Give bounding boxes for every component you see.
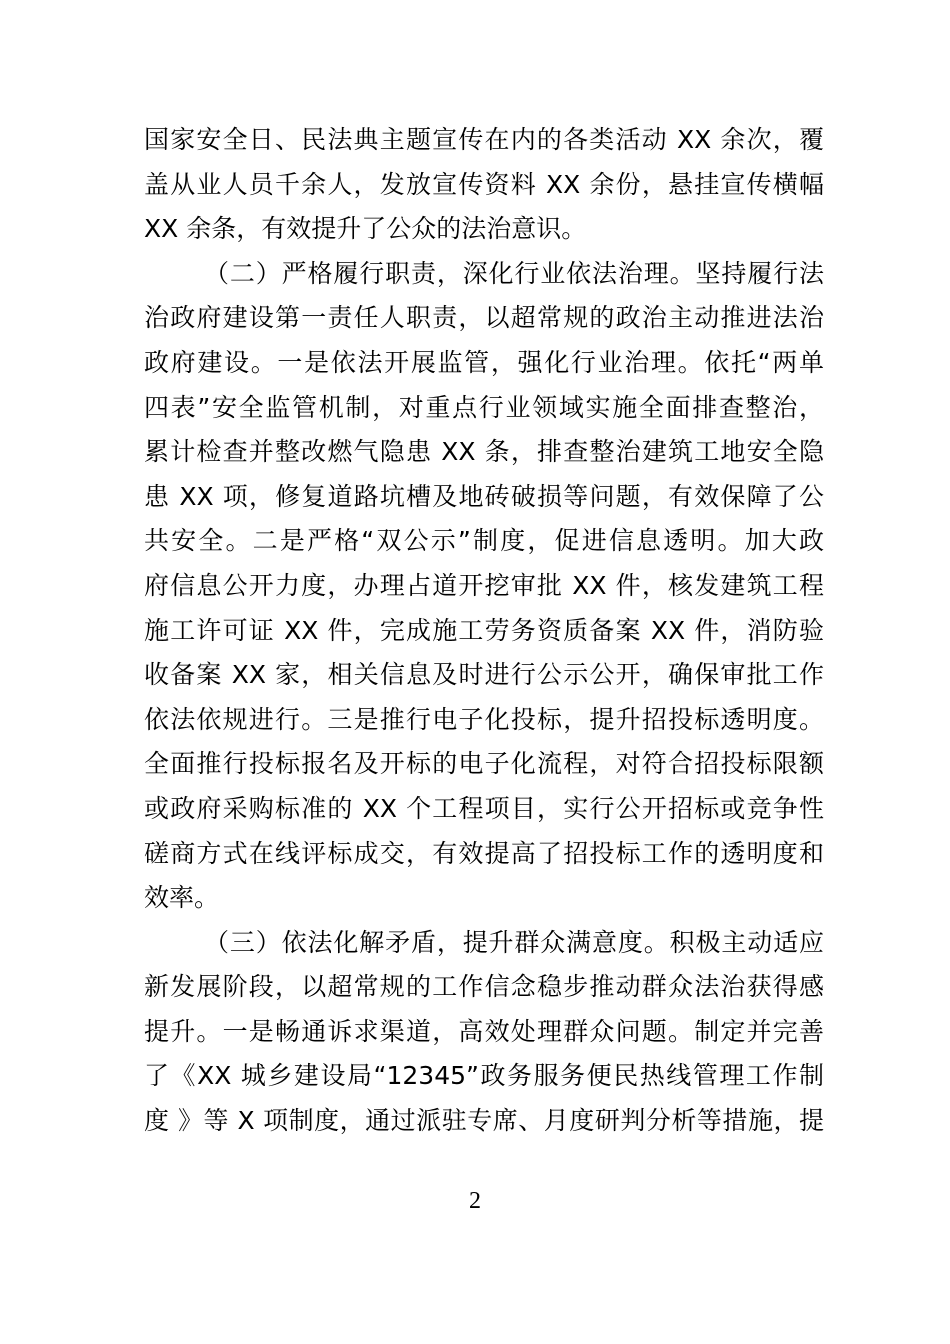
text-line: 治政府建设第一责任人职责，以超常规的政治主动推进法治 (144, 303, 824, 333)
text-line: 四表”安全监管机制，对重点行业领域实施全面排查整治， (144, 392, 824, 422)
text-line: 盖从业人员千余人，发放宣传资料 XX 余份，悬挂宣传横幅 (144, 169, 824, 199)
page-number: 2 (469, 1188, 481, 1214)
text-line: 了《XX 城乡建设局“12345”政务服务便民热线管理工作制 (144, 1061, 824, 1091)
text-line: 府信息公开力度，办理占道开挖审批 XX 件，核发建筑工程 (144, 570, 824, 600)
text-line: 国家安全日、民法典主题宣传在内的各类活动 XX 余次，覆 (144, 125, 824, 154)
section-heading-line: （二）严格履行职责，深化行业依法治理。坚持履行法 (204, 258, 824, 288)
text-line: 依法依规进行。三是推行电子化投标，提升招投标透明度。 (144, 704, 824, 734)
text-line: 政府建设。一是依法开展监管，强化行业治理。依托“两单 (144, 347, 824, 377)
text-line: 效率。 (144, 883, 220, 913)
text-line: 收备案 XX 家，相关信息及时进行公示公开，确保审批工作 (144, 660, 824, 690)
text-line: 新发展阶段，以超常规的工作信念稳步推动群众法治获得感 (144, 972, 824, 1002)
text-line: XX 余条，有效提升了公众的法治意识。 (144, 214, 587, 244)
text-line: 患 XX 项，修复道路坑槽及地砖破损等问题，有效保障了公 (144, 481, 824, 511)
text-line: 度 》等 X 项制度，通过派驻专席、月度研判分析等措施，提 (144, 1106, 824, 1136)
section-heading-line: （三）依法化解矛盾，提升群众满意度。积极主动适应 (204, 927, 824, 957)
text-line: 共安全。二是严格“双公示”制度，促进信息透明。加大政 (144, 526, 824, 556)
text-line: 累计检查并整改燃气隐患 XX 条，排查整治建筑工地安全隐 (144, 437, 824, 467)
text-line: 施工许可证 XX 件，完成施工劳务资质备案 XX 件，消防验 (144, 615, 824, 645)
text-line: 全面推行投标报名及开标的电子化流程，对符合招投标限额 (144, 749, 824, 779)
text-line: 磋商方式在线评标成交，有效提高了招投标工作的透明度和 (144, 838, 824, 868)
text-line: 或政府采购标准的 XX 个工程项目，实行公开招标或竞争性 (144, 793, 824, 823)
body-text (144, 118, 824, 1144)
text-line: 提升。一是畅通诉求渠道，高效处理群众问题。制定并完善 (144, 1016, 824, 1046)
